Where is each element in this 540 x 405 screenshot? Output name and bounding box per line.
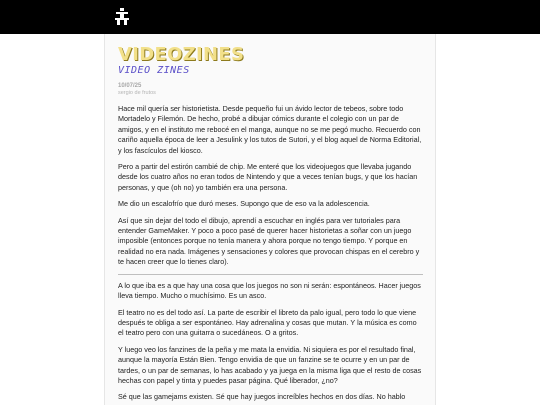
top-bar [0, 0, 540, 34]
article-content [118, 45, 423, 405]
article-title: VIDEOZINES [118, 44, 245, 65]
paragraph: Y luego veo los fanzines de la peña y me mata la envidia. Ni siquiera es por el resultado final, aunque la mayoría Están Bien. Tengo envidia de que un fanzine se te ocurre y en un par de tardes, o un par de semanas, lo has acabado y ya juega en la misma liga que el resto de cosas hechas con papel y tinta y puedes pasar página. Qué liberador, ¿no? [118, 344, 422, 385]
section-divider [118, 274, 423, 275]
paragraph: Hace mil quería ser historietista. Desde pequeño fui un ávido lector de tebeos, sobre todo Mortadelo y Filemón. De hecho, probé a dibujar cómics durante el colegio con un par de amigos, y en el instituto me rebocé en el manga, aunque no se me pegó mucho. Recuerdo con cariño aquella época de leer a Jesulink y los tutos de Sutori, y el blog aquel de Norma Editorial, y los fascículos del kiosco. [118, 104, 422, 155]
article-subtitle: VIDEO ZINES [118, 65, 190, 76]
paragraph: Pero a partir del estirón cambié de chip. Me enteré que los videojuegos que llevaba jugando desde los cuatro años no eran todos de Nintendo y que a veces tenían bugs, y que los hacían personas, y que (oh no) yo también era una persona. [118, 162, 418, 192]
article-author: sergio de frutos [118, 90, 156, 96]
article-date: 10/07/25 [118, 83, 142, 89]
figure-logo-icon[interactable] [114, 8, 130, 26]
paragraph: Me dio un escalofrío que duró meses. Supongo que de eso va la adolescencia. [118, 199, 370, 209]
paragraph: El teatro no es del todo así. La parte de escribir el libreto da palo igual, pero todo lo que viene después te obliga a ser espontáneo. Hay adrenalina y cosas que mutan. Y la música es como el teatro pero con una guitarra o sucedáneos. O a gritos. [118, 307, 417, 338]
paragraph: Así que sin dejar del todo el dibujo, aprendí a escuchar en inglés para ver tutoriales para entender GameMaker. Y poco a poco pasé de querer hacer historietas a soñar con un juego imposible (entonces porque no tenía manera y ahora porque no tengo tiempo. Y porque en realidad no era nada. Imágenes y sensaciones y colores que provocan chispas en el cerebro y te hacen creer que lo tienes claro). [118, 215, 420, 267]
paragraph: Sé que las gamejams existen. Sé que hay juegos increíbles hechos en dos días. No hablo [118, 392, 406, 402]
paragraph: A lo que iba es a que hay una cosa que los juegos no son ni serán: espontáneos. Hacer juegos lleva tiempo. Mucho o muchísimo. Es un asco. [118, 280, 421, 301]
article-page [104, 34, 436, 405]
